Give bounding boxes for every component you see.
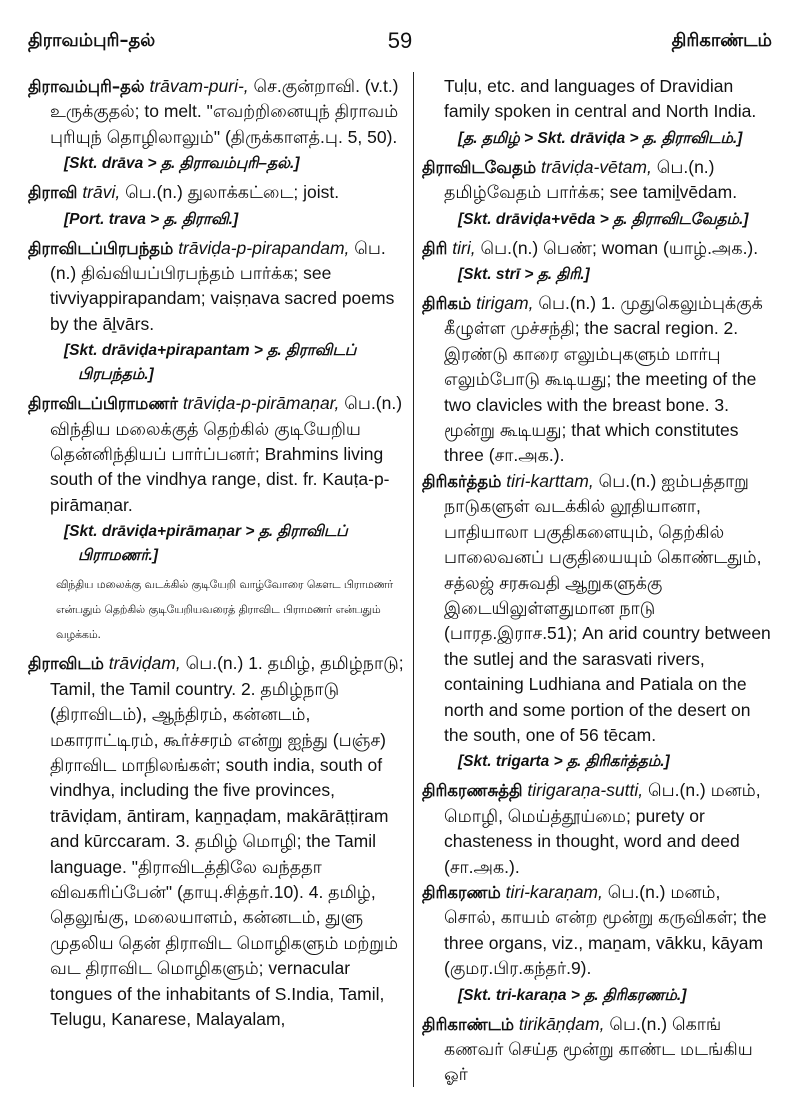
dictionary-entry [28,391,406,518]
dictionary-entry [28,236,406,338]
entry-headword: திராவிடம் [28,654,104,674]
entry-definition: பெ.(n.) பெண்; woman (யாழ்.அக.). [480,237,759,258]
dictionary-entry [422,880,777,982]
dictionary-entry [422,236,777,261]
dictionary-entry [28,180,406,205]
entry-headword: திராவி [28,183,78,203]
entry-transliteration: tirigam, [476,293,534,314]
entry-etymology: [Skt. tri-karaṇa > த. திரிகரணம்.] [458,986,687,1004]
entry-etymology: [Port. trava > த. திராவி.] [64,210,239,228]
entry-definition: பெ.(n.) 1. முதுகெலும்புக்குக் கீழுள்ள முச்சந்தி; the sacral region. 2. இரண்டு காரை எலும்புகளும் மார்பு எலும்போடு கூடியது; the meeting of the two clavicles with the breast bone. 3. மூன்று கூடியது; that which constitutes three (சா.அக.). [444,293,763,466]
entry-transliteration: trāviḍam, [108,653,181,674]
entry-etymology: [Skt. drāva > த. திராவம்புரி–தல்.] [64,155,300,173]
page-header [28,30,772,60]
entry-headword: திராவிடவேதம் [422,157,537,177]
entry-headword: திரி [422,238,448,258]
entry-definition: பெ.(n.) மனம், சொல், காயம் என்ற மூன்று கருவிகள்; the three organs, viz., maṉam, vākku, kāyam (குமர.பிர.கந்தர்.9). [444,881,767,979]
entry-transliteration: tiri-karaṇam, [505,881,603,902]
entry-definition: பெ.(n.) துலாக்கட்டை; joist. [125,182,340,203]
entry-transliteration: tirigaraṇa-sutti, [527,780,644,801]
dictionary-entry [422,155,777,206]
entry-definition: பெ.(n.) மனம், மொழி, மெய்த்தூய்மை; purety or chasteness in thought, word and deed (சா.அக.). [444,780,761,877]
entry-note: விந்திய மலைக்கு வடக்கில் குடியேறி வாழ்வோரை கௌட பிராமணர் என்பதும் தெற்கில் குடியேறியவரைத் திராவிட பிராமணர் என்பதும் வழக்கம். [56,578,394,642]
entry-continuation: Tuḷu, etc. and languages of Dravidian family spoken in central and North India. [444,76,757,122]
entry-transliteration: trāviḍa-p-pirapandam, [178,237,350,258]
entry-transliteration: trāvi, [82,182,121,203]
entry-etymology: [Skt. drāviḍa+pirāmaṇar > த. திராவிடப் பிராமணர்.] [64,523,348,565]
dictionary-entry [422,291,777,469]
entry-headword: திரிகம் [422,294,472,314]
entry-etymology: [Skt. drāviḍa+vēda > த. திராவிடவேதம்.] [458,210,749,228]
entry-headword: திராவிடப்பிராமணர் [28,394,178,414]
entry-headword: திரிகரணசுத்தி [422,781,523,801]
entry-definition: பெ.(n.) ஐம்பத்தாறு நாடுகளுள் வடக்கில் லூதியானா, பாதியாலா பகுதிகளையும், தெற்கில் பாலைவனப் பகுதியையும் கொண்டதும், சத்லஜ் சரசுவதி ஆறுகளுக்கு இடையிலுள்ளதுமான நாடு (பாரத.இராச.51); An arid country between the sutlej and the sarasvati rivers, containing Ludhiana and Patiala on the north and some portion of the desert on the south, one of 56 tēcam. [444,470,771,745]
entry-definition: பெ.(n.) கொங் கணவர் செய்த மூன்று காண்ட மடங்கிய ஓர் [444,1013,753,1085]
entry-transliteration: tiri-karttam, [506,470,594,491]
entry-transliteration: tiri, [452,237,476,258]
right-guide-word: திரிகாண்டம் [671,30,772,51]
entry-etymology: [த. தமிழ் > Skt. drāviḍa > த. திராவிடம்.] [458,129,743,147]
entry-headword: திரிகர்த்தம் [422,471,502,491]
entry-transliteration: trāvam-puri-, [149,76,249,96]
entry-definition: செ.குன்றாவி. (v.t.) உருக்குதல்; to melt. "எவற்றினையுந் திராவம் புரியுந் தொழிலாலும்" (திருக்காளத்.பு. 5, 50). [50,76,399,147]
dictionary-entry [28,74,406,150]
right-column [422,74,777,1088]
entry-etymology: [Skt. strī > த. திரி.] [458,266,590,284]
left-column [28,74,406,1032]
entry-transliteration: trāviḍa-p-pirāmaṇar, [182,393,340,414]
entry-transliteration: tirikāṇḍam, [518,1013,605,1034]
entry-definition: பெ.(n.) தமிழ்வேதம் பார்க்க; see tamiḻvēdam. [444,156,738,203]
dictionary-entry [422,469,777,748]
dictionary-entry [28,651,406,1032]
dictionary-entry [422,778,777,880]
dictionary-entry [422,1012,777,1088]
entry-headword: திராவிடப்பிரபந்தம் [28,238,174,258]
entry-etymology: [Skt. trigarta > த. திரிகர்த்தம்.] [458,753,670,771]
entry-transliteration: trāviḍa-vētam, [540,156,652,177]
entry-headword: திரிகரணம் [422,882,501,902]
entry-definition: பெ.(n.) திவ்வியப்பிரபந்தம் பார்க்க; see tivviyappirapandam; vaiṣṇava sacred poems by the āḻvārs. [50,237,395,334]
entry-headword: திராவம்புரி–தல் [28,77,145,96]
column-divider [413,72,414,1087]
entry-definition: பெ.(n.) 1. தமிழ், தமிழ்நாடு; Tamil, the Tamil country. 2. தமிழ்நாடு (திராவிடம்), ஆந்திரம், கன்னடம், மகாராட்டிரம், கூர்ச்சரம் என்று ஐந்து (பஞ்ச) திராவிட மாநிலங்கள்; south india, south of vindhya, including the five provinces, trāviḍam, āntiram, kaṉṉaḍam, makārāṭṭiram and kūrccaram. 3. தமிழ் மொழி; the Tamil language. "திராவிடத்திலே வந்ததா விவகரிப்பேன்" (தாயு.சித்தர்.10). 4. தமிழ், தெலுங்கு, மலையாளம், கன்னடம், துளு முதலிய தென் திராவிட மொழிகளும் மற்றும் வட திராவிட மொழிகளும்; vernacular tongues of the inhabitants of S.India, Tamil, Telugu, Kanarese, Malayalam, [50,653,404,1029]
entry-definition: பெ.(n.) விந்திய மலைக்குத் தெற்கில் குடியேறிய தென்னிந்தியப் பார்ப்பனர்; Brahmins living south of the vindhya range, dist. fr. Kauṭa-p-pirāmaṇar. [50,393,403,515]
entry-headword: திரிகாண்டம் [422,1014,514,1034]
left-guide-word: திராவம்புரி–தல் [28,30,156,51]
entry-etymology: [Skt. drāviḍa+pirapantam > த. திராவிடப் பிரபந்தம்.] [64,342,357,384]
page-number: 59 [387,28,413,53]
